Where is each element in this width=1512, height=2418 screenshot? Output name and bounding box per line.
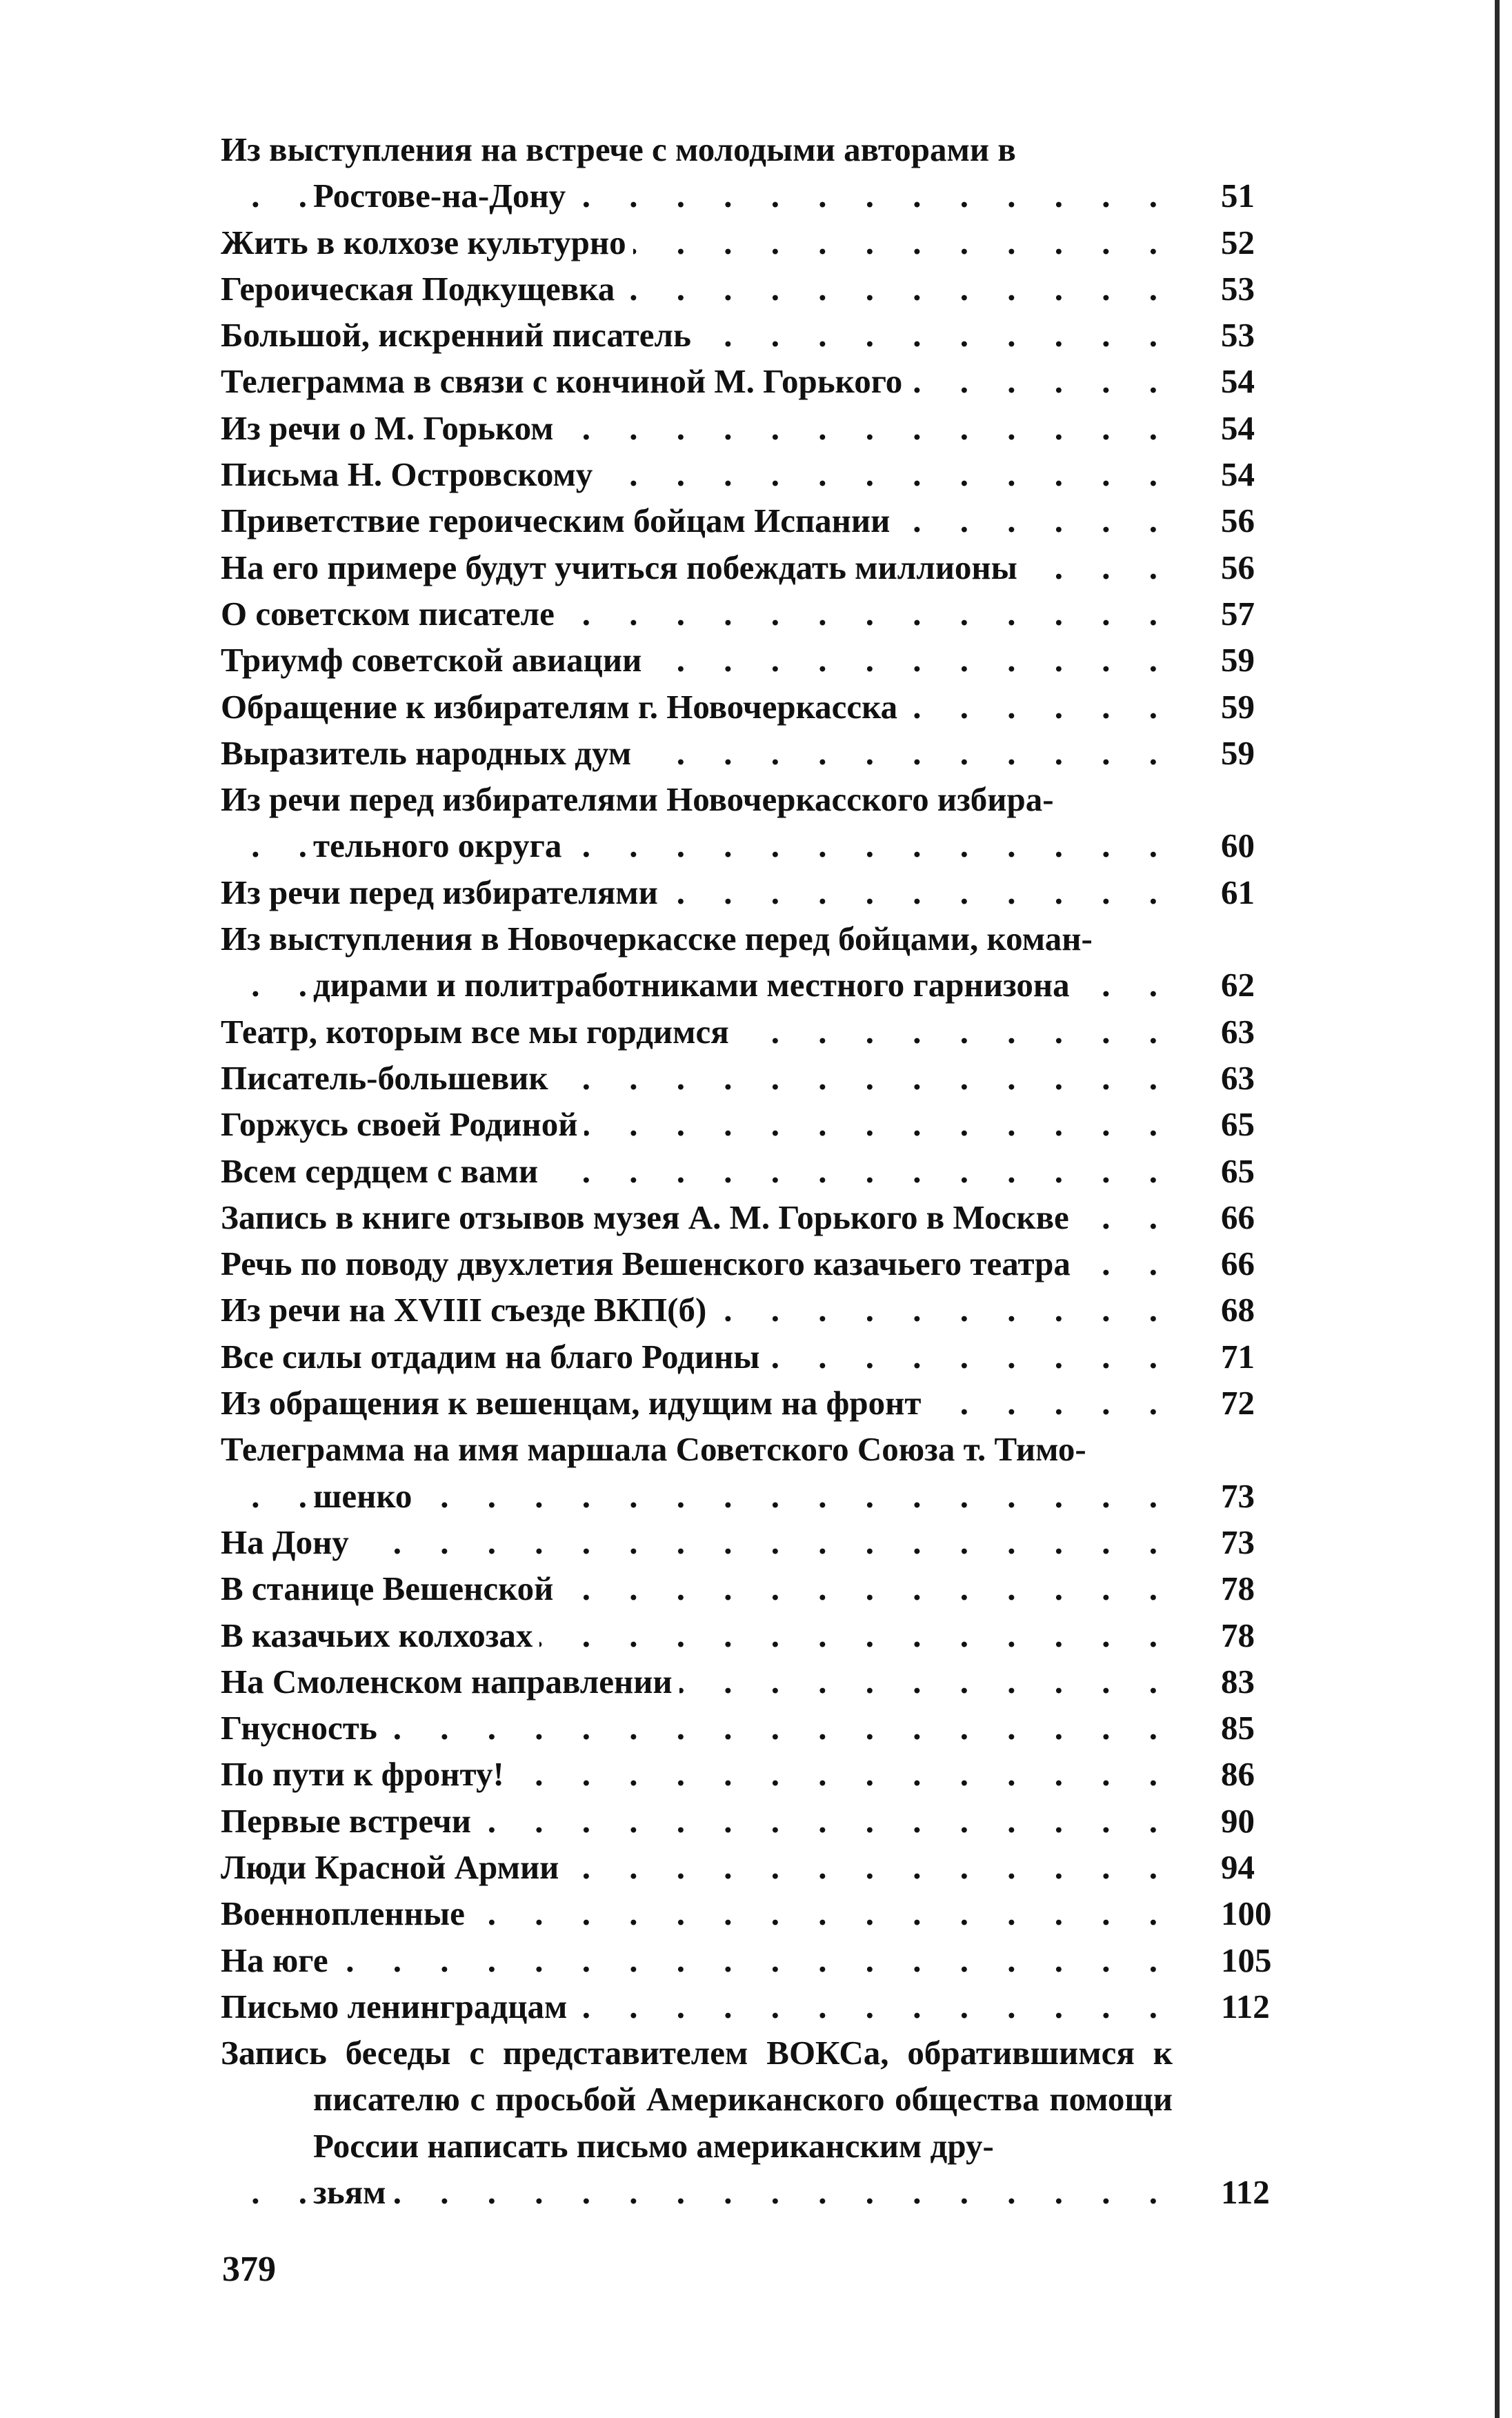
toc-entry-title-end: Всем сердцем с вами <box>221 1152 545 1190</box>
toc-entry-page: 54 <box>1221 362 1255 401</box>
toc-entry-page: 56 <box>1221 548 1255 586</box>
toc-entry-page: 73 <box>1221 1476 1255 1515</box>
toc-entry-title-end: В казачьих колхозах <box>221 1616 539 1654</box>
toc-entry-title-end: Героическая Подкущевка <box>221 270 621 308</box>
toc-entry-title-end: Приветствие героическим бойцам Испании <box>221 502 897 539</box>
toc-entry <box>221 497 1297 544</box>
toc-entry <box>221 1009 1297 1055</box>
toc-entry <box>221 637 1297 683</box>
toc-entry-title-end: Речь по поводу двухлетия Вешенского казачьего театра <box>221 1245 1077 1282</box>
toc-entry-page: 52 <box>1221 223 1255 261</box>
toc-entry-last-line <box>221 1380 1297 1426</box>
toc-entry <box>221 1983 1297 2030</box>
toc-entry-page: 63 <box>1221 1058 1255 1097</box>
toc-entry-title-end: Писатель-большевик <box>221 1059 555 1097</box>
toc-entry-last-line <box>221 1148 1297 1194</box>
toc-entry-title-end: зьям <box>313 2173 393 2211</box>
toc-entry-last-line <box>221 1798 1297 1844</box>
toc-entry-page: 112 <box>1221 2173 1270 2212</box>
toc-entry-title-end: дирами и политработниками местного гарнизона <box>313 966 1077 1004</box>
toc-entry <box>221 451 1297 497</box>
toc-entry-page: 66 <box>1221 1198 1255 1236</box>
toc-entry-page: 94 <box>1221 1847 1255 1886</box>
toc-entry-title-end: Выразитель народных дум <box>221 734 638 772</box>
toc-entry-page: 68 <box>1221 1291 1255 1329</box>
toc-entry <box>221 405 1297 451</box>
toc-entry <box>221 1844 1297 1890</box>
toc-entry-title-end: Жить в колхозе культурно <box>221 224 633 261</box>
toc-entry-page: 54 <box>1221 455 1255 494</box>
toc-entry-title-end: О советском писателе <box>221 595 561 633</box>
toc-entry <box>221 1148 1297 1194</box>
toc-entry-title-end: Гнусность <box>221 1709 384 1747</box>
toc-entry-title-end: Театр, которым все мы гордимся <box>221 1013 736 1051</box>
toc-entry-page: 72 <box>1221 1384 1255 1423</box>
toc-entry-title-end: В станице Вешенской <box>221 1569 560 1607</box>
page-edge-line <box>1495 0 1500 2418</box>
toc-entry <box>221 1751 1297 1797</box>
toc-entry <box>221 1380 1297 1426</box>
toc-entry-last-line <box>221 1334 1297 1380</box>
toc-entry <box>221 1705 1297 1751</box>
toc-entry-last-line <box>221 822 1297 869</box>
toc-entry <box>221 1055 1297 1101</box>
toc-entry-last-line <box>221 730 1297 776</box>
table-of-contents <box>221 126 1297 2215</box>
toc-entry <box>221 1519 1297 1565</box>
toc-entry-title-end: По пути к фронту! <box>221 1755 511 1793</box>
toc-entry-title-end: Из речи о М. Горьком <box>221 409 561 447</box>
toc-entry <box>221 312 1297 358</box>
toc-entry-page: 65 <box>1221 1151 1255 1190</box>
toc-entry-last-line <box>221 1983 1297 2030</box>
toc-entry <box>221 1798 1297 1844</box>
toc-entry <box>221 1240 1297 1287</box>
toc-entry-title-end: Письмо ленинградцам <box>221 1988 574 2025</box>
toc-entry-last-line <box>221 172 1297 219</box>
toc-entry-last-line <box>221 219 1297 266</box>
toc-entry-last-line <box>221 1705 1297 1751</box>
toc-entry-page: 59 <box>1221 641 1255 680</box>
toc-entry-title-end: Письма Н. Островскому <box>221 455 599 493</box>
toc-entry-page: 56 <box>1221 502 1255 540</box>
toc-entry-page: 57 <box>1221 594 1255 633</box>
toc-entry-page: 63 <box>1221 1012 1255 1051</box>
toc-entry-title-end: тельного округа <box>313 826 568 864</box>
toc-entry-title-end: Люди Красной Армии <box>221 1848 566 1886</box>
toc-entry <box>221 684 1297 730</box>
toc-entry-page: 62 <box>1221 966 1255 1004</box>
toc-entry-last-line <box>221 1055 1297 1101</box>
toc-entry-title-end: Обращение к избирателям г. Новочеркасска <box>221 688 904 726</box>
toc-entry <box>221 2030 1297 2215</box>
toc-entry <box>221 126 1297 219</box>
toc-entry-page: 100 <box>1221 1894 1272 1933</box>
toc-entry <box>221 1287 1297 1333</box>
toc-entry-last-line <box>221 451 1297 497</box>
toc-entry-page: 73 <box>1221 1523 1255 1561</box>
toc-entry-title-end: На Смоленском направлении <box>221 1663 679 1701</box>
toc-entry-page: 71 <box>1221 1337 1255 1376</box>
toc-entry-title-end: Все силы отдадим на благо Родины <box>221 1338 767 1376</box>
toc-entry <box>221 776 1297 869</box>
toc-entry <box>221 1426 1297 1519</box>
toc-entry-page: 66 <box>1221 1245 1255 1283</box>
toc-entry-last-line <box>221 1751 1297 1797</box>
toc-entry <box>221 1937 1297 1983</box>
page-number: 379 <box>222 2250 276 2289</box>
toc-entry-last-line <box>221 1890 1297 1936</box>
toc-entry <box>221 869 1297 915</box>
toc-entry-last-line <box>221 1009 1297 1055</box>
toc-entry-title-end: Из речи перед избирателями <box>221 873 665 911</box>
toc-entry <box>221 219 1297 266</box>
toc-entry-title-end: Военнопленные <box>221 1894 472 1932</box>
toc-entry-title-end: Телеграмма в связи с кончиной М. Горького <box>221 362 909 400</box>
toc-entry-last-line <box>221 591 1297 637</box>
toc-entry-page: 86 <box>1221 1755 1255 1794</box>
toc-entry <box>221 1565 1297 1612</box>
toc-entry-title: Запись беседы с представителем ВОКСа, обратившимся к писателю с просьбой Американского общества помощи России написать письмо американским дру- <box>221 2034 1173 2165</box>
toc-entry-last-line <box>221 1519 1297 1565</box>
toc-entry-last-line <box>221 1240 1297 1287</box>
toc-entry-page: 78 <box>1221 1616 1255 1654</box>
toc-entry-title: Телеграмма на имя маршала Советского Союза т. Тимо- <box>221 1430 1086 1469</box>
toc-entry-last-line <box>221 405 1297 451</box>
toc-entry <box>221 1194 1297 1240</box>
toc-entry-title-end: Первые встречи <box>221 1802 478 1840</box>
toc-entry-page: 51 <box>1221 177 1255 215</box>
toc-entry-last-line <box>221 869 1297 915</box>
toc-entry <box>221 1658 1297 1705</box>
toc-entry-last-line <box>221 1844 1297 1890</box>
toc-entry-last-line <box>221 1473 1297 1519</box>
toc-entry-last-line <box>221 312 1297 358</box>
toc-entry-last-line <box>221 358 1297 404</box>
toc-entry-page: 59 <box>1221 687 1255 726</box>
toc-entry-last-line <box>221 2169 1297 2215</box>
toc-entry-page: 78 <box>1221 1569 1255 1608</box>
toc-entry-last-line <box>221 266 1297 312</box>
toc-entry-page: 60 <box>1221 826 1255 865</box>
toc-entry-last-line <box>221 1565 1297 1612</box>
toc-entry-page: 59 <box>1221 733 1255 772</box>
toc-entry <box>221 1101 1297 1147</box>
toc-entry-title: Из выступления в Новочеркасске перед бойцами, коман- <box>221 920 1093 958</box>
toc-entry <box>221 730 1297 776</box>
toc-entry-last-line <box>221 684 1297 730</box>
toc-entry-last-line <box>221 1612 1297 1658</box>
toc-entry-title-end: Горжусь своей Родиной <box>221 1105 584 1143</box>
toc-entry-title-end: Запись в книге отзывов музея А. М. Горького в Москве <box>221 1198 1076 1236</box>
toc-entry-page: 61 <box>1221 873 1255 911</box>
toc-entry-title-end: шенко <box>313 1477 419 1515</box>
toc-entry-page: 90 <box>1221 1801 1255 1840</box>
toc-entry <box>221 544 1297 591</box>
toc-entry <box>221 591 1297 637</box>
toc-entry-title-end: Ростове-на-Дону <box>313 177 573 215</box>
toc-entry <box>221 1890 1297 1936</box>
toc-entry-page: 112 <box>1221 1987 1270 2025</box>
toc-entry <box>221 1612 1297 1658</box>
toc-entry-page: 65 <box>1221 1105 1255 1144</box>
toc-entry-last-line <box>221 1194 1297 1240</box>
toc-entry-last-line <box>221 1287 1297 1333</box>
toc-entry-page: 54 <box>1221 408 1255 447</box>
toc-entry-title-end: На его примере будут учиться побеждать миллионы <box>221 548 1024 586</box>
toc-entry-title-end: Большой, искренний писатель <box>221 316 698 354</box>
toc-entry-title-end: На юге <box>221 1941 335 1979</box>
toc-entry-title-end: Из речи на XVIII съезде ВКП(б) <box>221 1291 713 1329</box>
toc-entry-last-line <box>221 1101 1297 1147</box>
toc-entry-page: 83 <box>1221 1662 1255 1701</box>
toc-entry-title: Из выступления на встрече с молодыми авторами в <box>221 130 1016 168</box>
toc-entry-title-end: Триумф советской авиации <box>221 641 648 679</box>
toc-entry-last-line <box>221 1937 1297 1983</box>
toc-entry-page: 53 <box>1221 316 1255 355</box>
toc-entry-page: 85 <box>1221 1709 1255 1747</box>
toc-entry-last-line <box>221 1658 1297 1705</box>
toc-entry-page: 53 <box>1221 269 1255 308</box>
toc-entry-title-end: На Дону <box>221 1523 356 1561</box>
toc-entry-last-line <box>221 544 1297 591</box>
toc-entry <box>221 915 1297 1009</box>
toc-entry-page: 105 <box>1221 1941 1272 1979</box>
toc-entry-title: Из речи перед избирателями Новочеркасского избира- <box>221 780 1054 819</box>
toc-entry-last-line <box>221 497 1297 544</box>
toc-entry-last-line <box>221 962 1297 1008</box>
toc-entry <box>221 266 1297 312</box>
toc-entry-title-end: Из обращения к вешенцам, идущим на фронт <box>221 1384 928 1422</box>
toc-entry <box>221 358 1297 404</box>
toc-entry <box>221 1334 1297 1380</box>
toc-entry-last-line <box>221 637 1297 683</box>
